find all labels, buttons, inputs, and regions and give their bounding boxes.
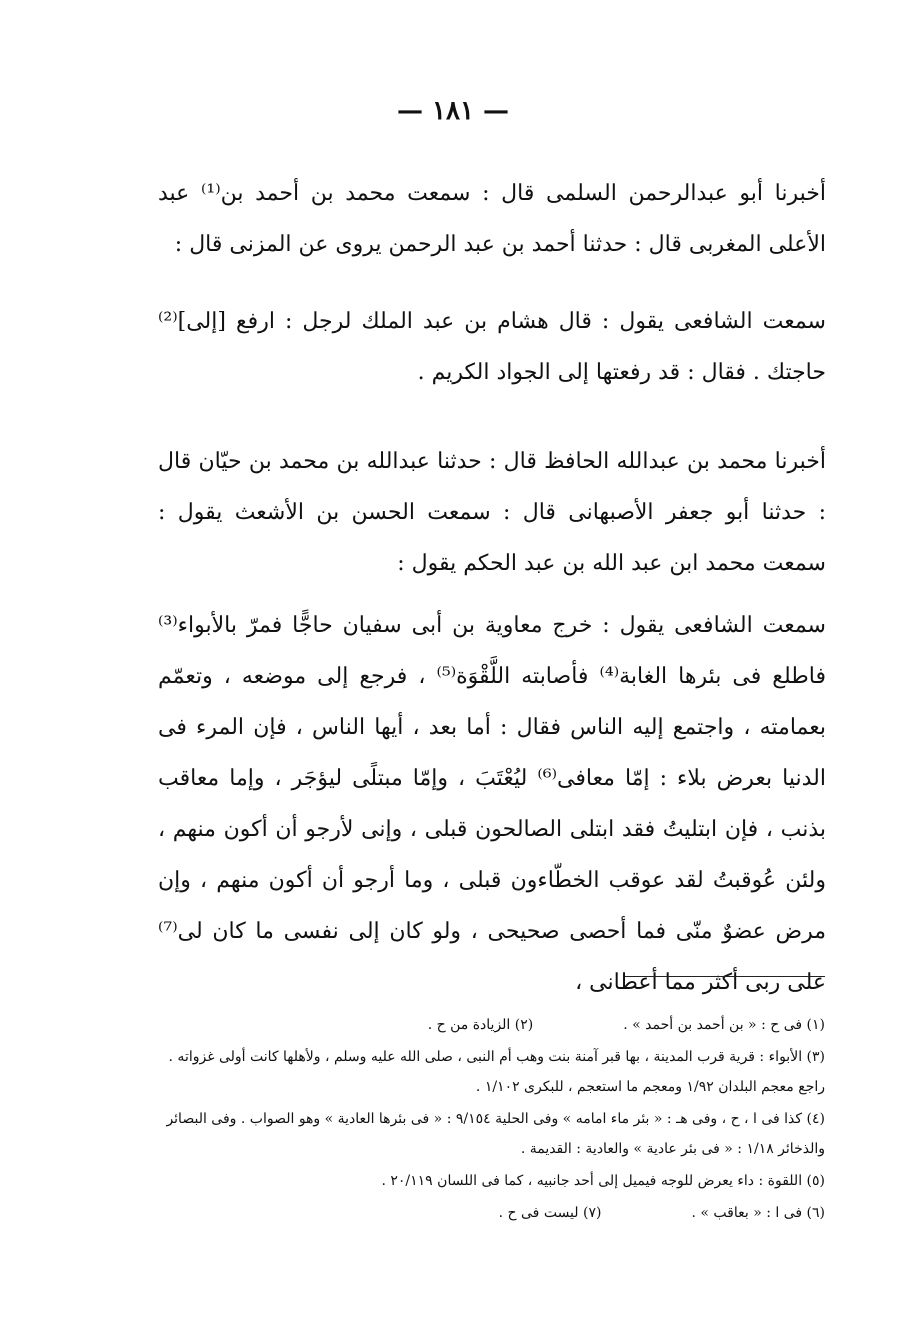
footnotes bbox=[155, 1010, 825, 1230]
footnote-3: (٣) الأبواء : قرية قرب المدينة ، بها قبر آمنة بنت وهب أم النبى ، صلى الله عليه وسلم ، ولأهلها كانت أولى غزواته . راجع معجم البلدان ١/٩٢ ومعجم ما استعجم ، للبكرى ١/١٠٢ . bbox=[168, 1049, 825, 1095]
paragraph-4 bbox=[158, 600, 826, 1008]
footnote-6: (٦) فى ا : « بعاقب » . bbox=[691, 1205, 825, 1221]
paragraph-2 bbox=[158, 296, 826, 398]
footnote-row bbox=[155, 1010, 825, 1040]
footnote-1: (١) فى ح : « بن أحمد بن أحمد » . bbox=[623, 1017, 825, 1033]
paragraph-text: أخبرنا محمد بن عبدالله الحافظ قال : حدثنا عبدالله بن محمد بن حيّان قال : حدثنا أبو جعفر الأصبهانى قال : سمعت الحسن بن الأشعث يقول : سمعت محمد ابن عبد الله بن عبد الحكم يقول : bbox=[158, 449, 826, 576]
paragraph-3 bbox=[158, 436, 826, 589]
paragraph-1 bbox=[158, 168, 826, 270]
footnote-row bbox=[155, 1198, 825, 1228]
footnote-5: (٥) اللقوة : داء يعرض للوجه فيميل إلى أحد جانبيه ، كما فى اللسان ٢٠/١١٩ . bbox=[381, 1173, 825, 1189]
paragraph-text: سمعت الشافعى يقول : قال هشام بن عبد الملك لرجل : ارفع [إلى]⁽²⁾ حاجتك . فقال : قد رفعتها إلى الجواد الكريم . bbox=[158, 309, 826, 385]
footnote-separator bbox=[625, 976, 825, 977]
footnote-4: (٤) كذا فى ا ، ح ، وفى هـ : « بئر ماء امامه » وفى الحلية ٩/١٥٤ : « فى بئرها العادية » وهو الصواب . وفى البصائر والذخائر ١/١٨ : « فى بئر عادية » والعادية : القديمة . bbox=[166, 1111, 825, 1157]
paragraph-text: سمعت الشافعى يقول : خرج معاوية بن أبى سفيان حاجًّا فمرّ بالأبواء⁽³⁾ فاطلع فى بئرها الغابة⁽⁴⁾ فأصابته اللَّقْوَة⁽⁵⁾ ، فرجع إلى موضعه ، وتعمّم بعمامته ، واجتمع إليه الناس فقال : أما بعد ، أيها الناس ، فإن المرء فى الدنيا بعرض بلاء : إمّا معافى⁽⁶⁾ ليُعْتَبَ ، وإمّا مبتلًى ليؤجَر ، وإما معاقب بذنب ، فإن ابتليتُ فقد ابتلى الصالحون قبلى ، وإنى لأرجو أن أكون منهم ، ولئن عُوقبتُ لقد عوقب الخطّاءون قبلى ، وما أرجو أن أكون منهم ، وإن مرض عضوٌ منّى فما أحصى صحيحى ، ولو كان إلى نفسى ما كان لى⁽⁷⁾ على ربى أكثر مما أعطانى ، bbox=[158, 613, 827, 995]
footnote-7: (٧) ليست فى ح . bbox=[498, 1205, 602, 1221]
page-number: — ١٨١ — bbox=[396, 96, 510, 126]
paragraph-text: أخبرنا أبو عبدالرحمن السلمى قال : سمعت محمد بن أحمد بن⁽¹⁾ عبد الأعلى المغربى قال : حدثنا أحمد بن عبد الرحمن يروى عن المزنى قال : bbox=[158, 181, 826, 257]
footnote-2: (٢) الزيادة من ح . bbox=[427, 1017, 534, 1033]
